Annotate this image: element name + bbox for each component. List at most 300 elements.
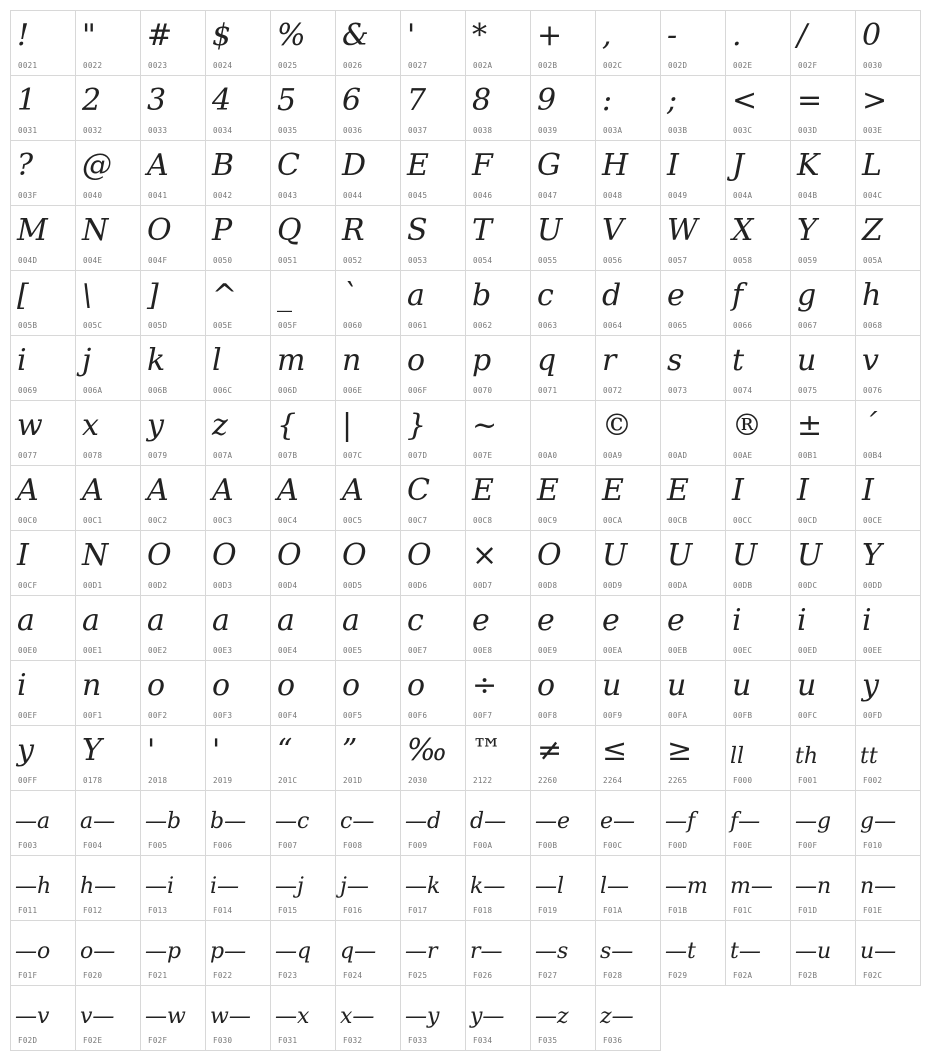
glyph-cell [725,335,791,401]
glyph-code-label: 005B [18,321,38,330]
glyph-code-label: 005E [213,321,233,330]
glyph-cell [465,595,531,661]
glyph-code-label: 0073 [668,386,688,395]
glyph-cell [205,595,271,661]
glyph-sample: e [602,603,620,638]
glyph-code-label: F007 [278,841,298,850]
glyph-sample: } [407,408,427,443]
glyph-sample: _ [277,278,292,313]
glyph-cell [790,10,856,76]
glyph-sample: ‰ [407,733,448,768]
glyph-code-label: 0036 [343,126,363,135]
glyph-cell [205,790,271,856]
glyph-cell [270,855,336,921]
glyph-cell [530,400,596,466]
glyph-code-label: 201C [278,776,298,785]
glyph-code-label: 00F3 [213,711,233,720]
glyph-cell [335,660,401,726]
glyph-cell [140,75,206,141]
glyph-cell [400,790,466,856]
glyph-sample: —j [275,874,304,899]
glyph-cell [335,530,401,596]
glyph-cell [530,10,596,76]
glyph-sample: A [147,148,169,183]
glyph-sample: —y [405,1004,440,1029]
glyph-sample: [ [17,278,29,313]
glyph-cell [270,920,336,986]
glyph-sample: ' [147,733,156,768]
glyph-cell [270,400,336,466]
glyph-sample: e [667,603,685,638]
glyph-cell [530,205,596,271]
glyph-code-label: F004 [83,841,103,850]
glyph-sample: | [342,408,353,443]
glyph-sample: O [277,538,302,573]
glyph-cell [465,660,531,726]
glyph-sample: th [795,744,819,769]
glyph-sample: —r [405,939,438,964]
glyph-sample: —d [405,809,442,834]
glyph-code-label: 0049 [668,191,688,200]
glyph-code-label: 00D2 [148,581,168,590]
glyph-sample: U [732,538,758,573]
glyph-code-label: F026 [473,971,493,980]
glyph-sample: ; [667,83,678,118]
glyph-code-label: F02D [18,1036,38,1045]
glyph-sample: E [602,473,624,508]
glyph-sample: i [862,603,872,638]
glyph-sample: a [17,603,35,638]
glyph-sample: O [407,538,432,573]
glyph-code-label: F006 [213,841,233,850]
glyph-code-label: 00E7 [408,646,428,655]
glyph-cell [10,530,76,596]
glyph-cell [660,270,726,336]
glyph-code-label: 00E9 [538,646,558,655]
glyph-sample: > [862,83,888,118]
glyph-cell [465,985,531,1051]
glyph-code-label: F001 [798,776,818,785]
glyph-code-label: F02C [863,971,883,980]
glyph-code-label: F032 [343,1036,363,1045]
glyph-cell [205,400,271,466]
glyph-cell [855,530,921,596]
glyph-sample: \ [82,278,93,313]
glyph-cell [205,335,271,401]
glyph-sample: o [147,668,166,703]
glyph-sample: a [277,603,295,638]
glyph-sample: u [732,668,752,703]
glyph-cell [660,400,726,466]
glyph-cell [855,725,921,791]
glyph-code-label: 0037 [408,126,428,135]
glyph-code-label: 0030 [863,61,883,70]
glyph-cell [270,725,336,791]
glyph-cell [140,595,206,661]
glyph-sample: a [212,603,230,638]
glyph-cell [465,10,531,76]
glyph-code-label: 003D [798,126,818,135]
glyph-code-label: 005D [148,321,168,330]
glyph-cell [595,270,661,336]
glyph-sample: / [797,18,808,53]
glyph-cell [725,855,791,921]
glyph-sample: 7 [407,83,427,118]
glyph-code-label: F018 [473,906,493,915]
glyph-code-label: 0027 [408,61,428,70]
glyph-code-label: 006F [408,386,428,395]
glyph-sample: i [797,603,807,638]
glyph-cell [140,660,206,726]
glyph-sample: o— [80,939,116,964]
glyph-cell [205,920,271,986]
glyph-cell [660,10,726,76]
glyph-sample: U [602,538,628,573]
glyph-sample: r— [470,939,503,964]
glyph-sample: —g [795,809,832,834]
glyph-sample: w [17,408,43,443]
glyph-cell [140,400,206,466]
glyph-code-label: 0060 [343,321,363,330]
glyph-code-label: 006D [278,386,298,395]
glyph-sample: —v [15,1004,50,1029]
glyph-cell [75,595,141,661]
glyph-sample: 2 [82,83,102,118]
glyph-cell [660,530,726,596]
glyph-code-label: 2122 [473,776,493,785]
glyph-sample: —p [145,939,182,964]
glyph-sample: 6 [342,83,362,118]
glyph-sample: 3 [147,83,167,118]
glyph-code-label: 0076 [863,386,883,395]
glyph-cell [595,205,661,271]
glyph-cell [660,920,726,986]
glyph-sample: X [732,213,754,248]
glyph-code-label: F029 [668,971,688,980]
glyph-sample: C [277,148,300,183]
glyph-cell [270,335,336,401]
glyph-sample: U [667,538,693,573]
glyph-code-label: F009 [408,841,428,850]
glyph-code-label: 0078 [83,451,103,460]
glyph-code-label: 0041 [148,191,168,200]
glyph-sample: —n [795,874,832,899]
glyph-cell [530,985,596,1051]
glyph-code-label: F01B [668,906,688,915]
glyph-sample: K [797,148,820,183]
glyph-cell [855,400,921,466]
glyph-sample: ~ [472,408,498,443]
glyph-sample: i— [210,874,240,899]
glyph-cell [725,10,791,76]
glyph-code-label: 0048 [603,191,623,200]
glyph-sample: f [732,278,744,313]
glyph-sample: —t [665,939,696,964]
glyph-cell [270,595,336,661]
glyph-cell [790,400,856,466]
glyph-code-label: F00B [538,841,558,850]
glyph-cell [75,855,141,921]
glyph-sample: —b [145,809,182,834]
glyph-code-label: 003C [733,126,753,135]
glyph-sample: U [537,213,563,248]
glyph-code-label: 00C0 [18,516,38,525]
glyph-cell [205,465,271,531]
glyph-sample: " [82,18,96,53]
glyph-cell [790,335,856,401]
glyph-sample: g [797,278,817,313]
glyph-code-label: 00B4 [863,451,883,460]
glyph-cell [465,335,531,401]
glyph-code-label: 00CD [798,516,818,525]
glyph-sample: $ [212,18,232,53]
glyph-code-label: 007D [408,451,428,460]
glyph-sample: Y [797,213,817,248]
glyph-cell [270,465,336,531]
glyph-code-label: 00D4 [278,581,298,590]
glyph-code-label: 004D [18,256,38,265]
glyph-code-label: 004B [798,191,818,200]
glyph-sample: C [407,473,430,508]
glyph-cell [790,205,856,271]
glyph-sample: R [342,213,365,248]
glyph-cell [465,920,531,986]
glyph-code-label: 00CE [863,516,883,525]
glyph-sample: n [82,668,102,703]
glyph-cell [140,270,206,336]
glyph-cell [530,790,596,856]
glyph-cell [790,465,856,531]
glyph-sample: ll [730,744,745,769]
glyph-code-label: F031 [278,1036,298,1045]
glyph-code-label: F01E [863,906,883,915]
glyph-cell [400,335,466,401]
glyph-code-label: 00E1 [83,646,103,655]
glyph-cell [790,595,856,661]
glyph-code-label: 0079 [148,451,168,460]
glyph-cell [855,855,921,921]
glyph-sample: E [537,473,559,508]
glyph-cell [725,400,791,466]
glyph-code-label: 00D7 [473,581,493,590]
glyph-code-label: 0052 [343,256,363,265]
glyph-code-label: 0057 [668,256,688,265]
glyph-code-label: F000 [733,776,753,785]
glyph-cell [725,75,791,141]
glyph-code-label: F00C [603,841,623,850]
glyph-cell [790,855,856,921]
glyph-sample: O [342,538,367,573]
glyph-code-label: 00FF [18,776,38,785]
glyph-cell [75,725,141,791]
glyph-cell [790,140,856,206]
glyph-sample: x— [340,1004,375,1029]
glyph-map-grid [10,10,920,1050]
glyph-cell [465,855,531,921]
glyph-cell [10,790,76,856]
glyph-cell [530,595,596,661]
glyph-cell [205,725,271,791]
glyph-code-label: 00C2 [148,516,168,525]
glyph-cell [270,205,336,271]
glyph-cell [465,140,531,206]
glyph-sample: H [602,148,629,183]
glyph-cell [335,335,401,401]
glyph-cell [400,985,466,1051]
glyph-code-label: 00E3 [213,646,233,655]
glyph-cell [660,725,726,791]
glyph-sample: 9 [537,83,557,118]
glyph-code-label: 0047 [538,191,558,200]
glyph-code-label: F008 [343,841,363,850]
glyph-sample: —q [275,939,312,964]
glyph-sample: ™ [472,733,502,768]
glyph-sample: o [277,668,296,703]
glyph-sample: U [797,538,823,573]
glyph-code-label: 006B [148,386,168,395]
glyph-sample: + [537,18,563,53]
glyph-sample: = [797,83,823,118]
glyph-sample: % [277,18,306,53]
glyph-code-label: F036 [603,1036,623,1045]
glyph-cell [530,75,596,141]
glyph-code-label: F013 [148,906,168,915]
glyph-cell [400,75,466,141]
glyph-sample: © [602,408,632,443]
glyph-cell [270,985,336,1051]
glyph-sample: h— [80,874,117,899]
glyph-code-label: F028 [603,971,623,980]
glyph-cell [270,790,336,856]
glyph-sample: P [212,213,233,248]
glyph-cell [140,10,206,76]
glyph-cell [10,660,76,726]
glyph-cell [205,270,271,336]
glyph-cell [335,10,401,76]
glyph-cell [725,920,791,986]
glyph-cell [75,205,141,271]
glyph-code-label: 0038 [473,126,493,135]
glyph-cell [335,855,401,921]
glyph-code-label: 00EE [863,646,883,655]
glyph-cell [10,400,76,466]
glyph-cell [400,595,466,661]
glyph-cell [660,335,726,401]
glyph-code-label: F020 [83,971,103,980]
glyph-cell [140,140,206,206]
glyph-sample: × [472,538,498,573]
glyph-sample: t [732,343,745,378]
glyph-sample: c [537,278,554,313]
glyph-code-label: 201D [343,776,363,785]
glyph-code-label: 00D6 [408,581,428,590]
glyph-code-label: 00A0 [538,451,558,460]
glyph-cell [725,465,791,531]
glyph-code-label: 0021 [18,61,38,70]
glyph-sample: : [602,83,613,118]
glyph-sample: b [472,278,492,313]
glyph-code-label: 007B [278,451,298,460]
glyph-sample: W [667,213,698,248]
glyph-cell [75,465,141,531]
glyph-cell [140,790,206,856]
glyph-cell [660,465,726,531]
glyph-cell [595,400,661,466]
glyph-sample: ± [797,408,823,443]
glyph-sample: E [407,148,429,183]
glyph-sample: ? [17,148,34,183]
glyph-cell [660,75,726,141]
glyph-cell [595,140,661,206]
glyph-code-label: 2264 [603,776,623,785]
glyph-sample: y [147,408,164,443]
glyph-sample: ´ [862,408,877,443]
glyph-code-label: F00D [668,841,688,850]
glyph-cell [465,725,531,791]
glyph-code-label: F01D [798,906,818,915]
glyph-code-label: F019 [538,906,558,915]
glyph-cell [530,335,596,401]
glyph-code-label: 2265 [668,776,688,785]
glyph-code-label: 00CF [18,581,38,590]
glyph-code-label: 00E4 [278,646,298,655]
glyph-sample: & [342,18,369,53]
glyph-code-label: 00EC [733,646,753,655]
glyph-code-label: 00E8 [473,646,493,655]
glyph-sample: a [82,603,100,638]
glyph-sample: o [342,668,361,703]
glyph-sample: e [537,603,555,638]
glyph-code-label: 0069 [18,386,38,395]
glyph-cell [855,660,921,726]
glyph-sample: k— [470,874,506,899]
glyph-cell [530,920,596,986]
glyph-cell [270,10,336,76]
glyph-sample: T [472,213,493,248]
glyph-sample: * [472,18,487,53]
glyph-cell [595,75,661,141]
glyph-sample: u [797,668,817,703]
glyph-sample: V [602,213,624,248]
glyph-code-label: F012 [83,906,103,915]
glyph-code-label: 0044 [343,191,363,200]
glyph-code-label: 006A [83,386,103,395]
glyph-code-label: 00F2 [148,711,168,720]
glyph-code-label: 00D9 [603,581,623,590]
glyph-code-label: 0033 [148,126,168,135]
glyph-code-label: 002E [733,61,753,70]
glyph-cell [10,725,76,791]
glyph-sample: G [537,148,561,183]
glyph-cell [400,725,466,791]
glyph-cell [75,400,141,466]
glyph-code-label: F02F [148,1036,168,1045]
glyph-cell [205,660,271,726]
glyph-code-label: 0050 [213,256,233,265]
glyph-code-label: 00E0 [18,646,38,655]
glyph-code-label: 002B [538,61,558,70]
glyph-cell [530,725,596,791]
glyph-code-label: 00F6 [408,711,428,720]
glyph-sample: o [407,343,426,378]
glyph-cell [335,75,401,141]
glyph-sample: D [342,148,367,183]
glyph-cell [595,855,661,921]
glyph-code-label: F015 [278,906,298,915]
glyph-sample: r [602,343,617,378]
glyph-sample: 0 [862,18,882,53]
glyph-sample: ! [17,18,30,53]
